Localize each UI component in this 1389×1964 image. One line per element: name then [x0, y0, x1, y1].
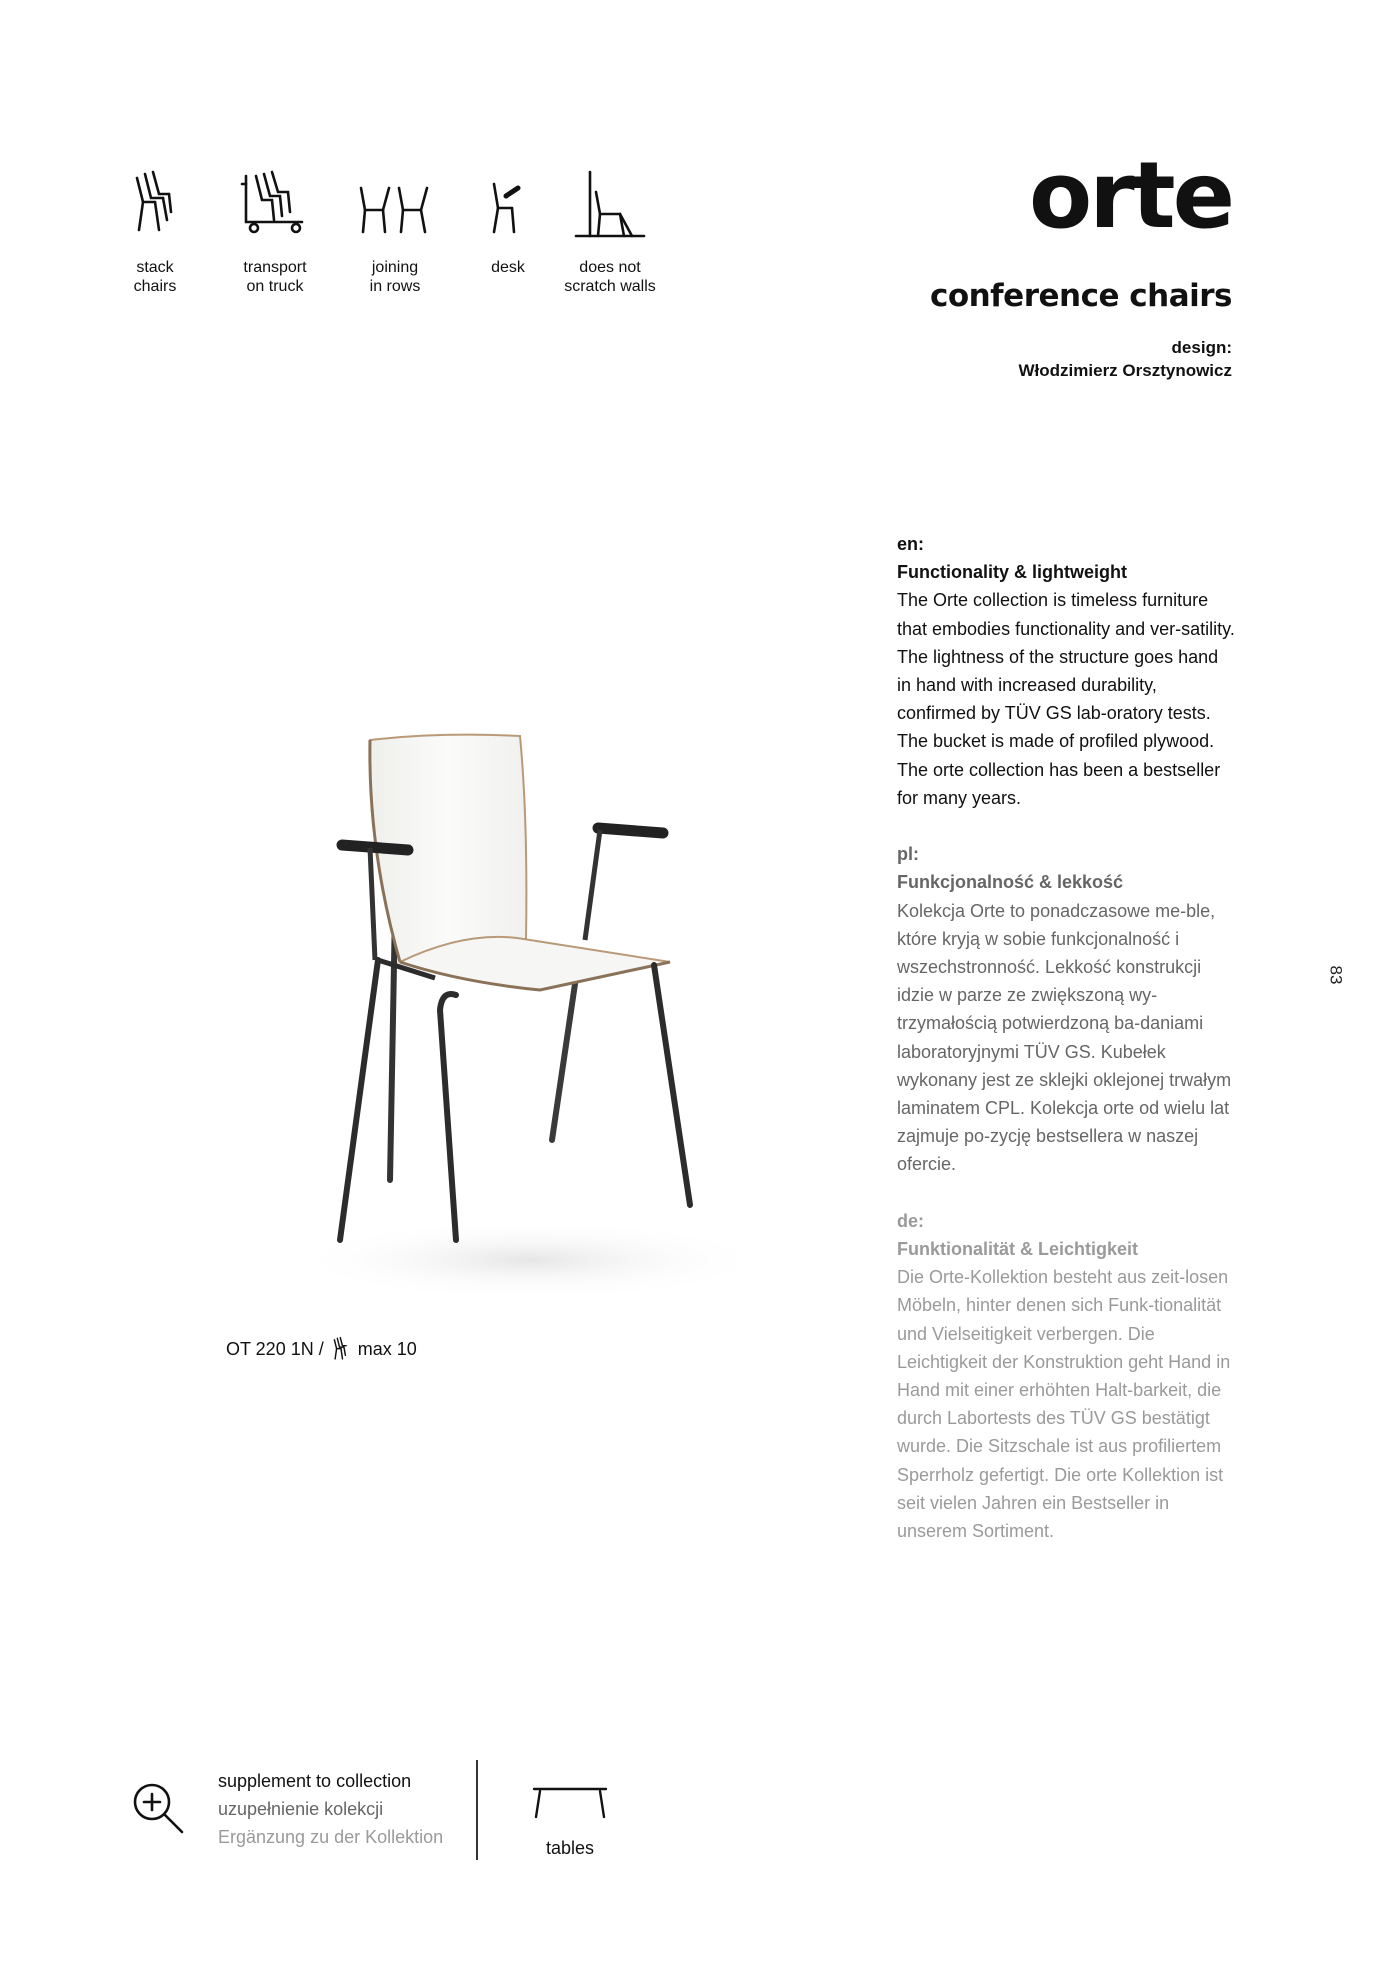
feature-label-line1: stack: [136, 259, 174, 276]
body-en: The Orte collection is timeless furniture that embodies functionality and ver-satility. The lightness of the structure goes hand in hand with increased durability, confirmed by TÜV GS lab-oratory tests. The bucket is made of profiled plywood. The orte collection has been a bestseller for many years.: [897, 590, 1235, 808]
feature-transport-truck: [210, 170, 340, 296]
footer-divider: [476, 1760, 478, 1860]
zoom-in-icon: [130, 1780, 188, 1843]
tables-label: tables: [545, 1838, 595, 1858]
supplement-text: [218, 1767, 443, 1851]
feature-label-line1: joining: [371, 259, 419, 276]
product-code: OT 220 1N /: [226, 1338, 324, 1359]
feature-label-line2: chairs: [133, 278, 177, 295]
feature-joining-rows: [330, 170, 460, 296]
feature-no-scratch: [545, 170, 675, 296]
feature-label-line2: on truck: [246, 278, 304, 295]
stack-chairs-icon: [330, 1336, 352, 1362]
collection-subtitle: conference chairs: [929, 278, 1232, 314]
lang-label-de: de:: [897, 1210, 924, 1231]
designer-name: Włodzimierz Orsztynowicz: [1018, 361, 1232, 380]
stack-chairs-icon: [125, 170, 185, 236]
heading-en: Functionality & lightweight: [897, 562, 1127, 583]
design-label: design:: [1171, 338, 1232, 357]
body-de: Die Orte-Kollektion besteht aus zeit-losen Möbeln, hinter denen sich Funk-tionalität und Vielseitigkeit verbergen. Die Leichtigkeit der Konstruktion geht Hand in Hand mit einer erhöhten Halt-barkeit, die durch Labortests des TÜV GS bestätigt wurde. Die Sitzschale ist aus profiliertem Sperrholz gefertigt. Die orte Kollektion ist seit vielen Jahren ein Bestseller in unserem Sortiment.: [897, 1267, 1231, 1542]
body-pl: Kolekcja Orte to ponadczasowe me-ble, które kryją w sobie funkcjonalność i wszechstronność. Lekkość konstrukcji idzie w parze ze zwiększoną wy-trzymałością potwierdzoną ba-daniami laboratoryjnymi TÜV GS. Kubełek wykonany jest ze sklejki oklejonej trwałym laminatem CPL. Kolekcja orte od wielu lat zajmuje po-zycję bestsellera w naszej ofercie.: [897, 900, 1232, 1175]
description-de: [897, 1207, 1237, 1545]
transport-truck-icon: [240, 170, 310, 236]
supplement-de: Ergänzung zu der Kollektion: [218, 1827, 444, 1847]
page-number: 83: [1326, 965, 1346, 985]
brand-title: orte: [1029, 142, 1232, 249]
feature-label-line1: transport: [243, 259, 307, 276]
product-image: [280, 700, 780, 1300]
product-caption: [226, 1336, 417, 1362]
lang-label-pl: pl:: [897, 844, 919, 865]
desk-chair-icon: [478, 170, 538, 236]
feature-label-line2: in rows: [369, 278, 421, 295]
feature-stack-chairs: [90, 170, 220, 296]
feature-label-line2: scratch walls: [564, 278, 656, 295]
supplement-en: supplement to collection: [218, 1771, 412, 1791]
feature-label-line1: does not: [579, 259, 641, 276]
description-en: [897, 530, 1237, 812]
heading-de: Funktionalität & Leichtigkeit: [897, 1239, 1139, 1260]
table-icon: [530, 1785, 610, 1821]
designer-credit: [1019, 336, 1232, 382]
stack-max: max 10: [357, 1338, 417, 1359]
joining-rows-icon: [355, 170, 435, 236]
supplement-pl: uzupełnienie kolekcji: [218, 1799, 384, 1819]
description-column: [897, 530, 1237, 1573]
feature-label-line1: desk: [491, 259, 525, 276]
lang-label-en: en:: [897, 534, 924, 554]
heading-pl: Funkcjonalność & lekkość: [897, 872, 1124, 893]
feature-icons-row: [130, 170, 730, 310]
wall-protection-icon: [570, 170, 650, 240]
conference-chair-illustration: [280, 700, 780, 1300]
description-pl: [897, 840, 1237, 1178]
supplement-tables: [530, 1785, 610, 1859]
